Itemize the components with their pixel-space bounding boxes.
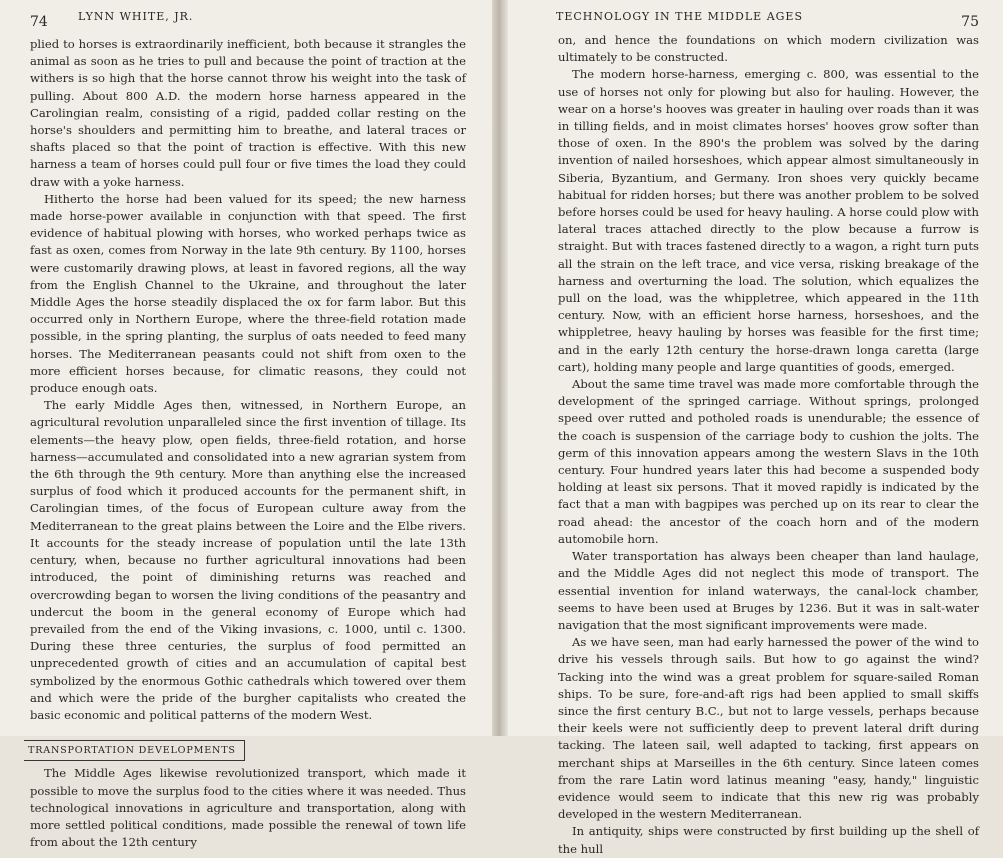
paragraph: As we have seen, man had early harnessed the power of the wind to drive his vessels through sails. But how to go against the wind? Tacking into the wind was a great problem for square-sailed Roman ships. To be sure, fore-and-aft rigs had been applied to small skiffs since the first century B.C., but not to large vessels, perhaps because their keels were not sufficiently deep to prevent lateral drift during tacking. The lateen sail, well adapted to tacking, first appears on merchant ships at Marseilles in the 6th century. Since lateen comes from the rare Latin word latinus meaning "easy, handy," linguistic evidence would seem to indicate that this new rig was probably developed in the western Mediterranean. [558,635,979,822]
running-head-left: LYNN WHITE, JR. [78,10,194,23]
paragraph: Water transportation has always been cheaper than land haulage, and the Middle Ages did not neglect this mode of transport. The essential invention for inland waterways, the canal-lock chamber, seems to have been used at Bruges by 1236. But it was in salt-water navigation that the most significant improvements were made. [558,549,979,632]
book-gutter [492,0,508,736]
right-page [508,0,1003,856]
page-number-left: 74 [30,14,48,30]
page-number-right: 75 [961,14,979,30]
left-page-body [30,36,466,851]
running-head-right: TECHNOLOGY IN THE MIDDLE AGES [556,10,803,23]
right-page-body [558,32,979,858]
paragraph: on, and hence the foundations on which modern civilization was ultimately to be constructed. [558,33,979,65]
paragraph: About the same time travel was made more comfortable through the development of the springed carriage. Without springs, prolonged speed over rutted and potholed roads is unendurable; the essence of the coach is suspension of the carriage body to cushion the jolts. The germ of this innovation appears among the western Slavs in the 10th century. Four hundred years later this had become a suspended body holding at least six persons. That it moved rapidly is indicated by the fact that a man with bagpipes was perched up on its rear to clear the road ahead: the ancestor of the coach horn and of the modern automobile horn. [558,377,979,546]
left-page [0,0,492,850]
paragraph: The modern horse-harness, emerging c. 800, was essential to the use of horses not only for plowing but also for hauling. However, the wear on a horse's hooves was greater in hauling over roads than it was in tilling fields, and in moist climates horses' hooves grow softer than those of oxen. In the 890's the problem was solved by the daring invention of nailed horseshoes, which appear almost simultaneously in Siberia, Byzantium, and Germany. Iron shoes very quickly became habitual for ridden horses; but there was another problem to be solved before horses could be used for heavy hauling. A horse could plow with lateral traces attached directly to the plow because a furrow is straight. But with traces fastened directly to a wagon, a right turn puts all the strain on the left trace, and vice versa, risking breakage of the harness and overturning the load. The solution, which equalizes the pull on the load, was the whippletree, which appeared in the 11th century. Now, with an efficient horse harness, horseshoes, and the whippletree, heavy hauling by horses was feasible for the first time; and in the early 12th century the horse-drawn longa caretta (large cart), holding many people and large quantities of goods, emerged. [558,67,980,374]
section-heading: TRANSPORTATION DEVELOPMENTS [24,740,245,761]
paragraph: In antiquity, ships were constructed by first building up the shell of the hull [558,824,979,856]
paragraph: The Middle Ages likewise revolutionized transport, which made it possible to move the surplus food to the cities where it was needed. Thus technological innovations in agriculture and transportation, along with more settled political conditions, made possible the renewal of town life from about the 12th century [30,766,466,850]
paragraph: plied to horses is extraordinarily inefficient, both because it strangles the animal as soon as he tries to pull and because the point of traction at the withers is so high that the horse cannot throw his weight into the task of pulling. About 800 A.D. the modern horse harness appeared in the Carolingian realm, consisting of a rigid, padded collar resting on the horse's shoulders and permitting him to breathe, and lateral traces or shafts placed so that the point of traction is effective. With this new harness a team of horses could pull four or five times the load they could draw with a yoke harness. [30,37,466,189]
paragraph: The early Middle Ages then, witnessed, in Northern Europe, an agricultural revolution unparalleled since the first invention of tillage. Its elements—the heavy plow, open fields, three-field rotation, and horse harness—accumulated and consolidated into a new agrarian system from the 6th through the 9th century. More than anything else the increased surplus of food which it produced accounts for the permanent shift, in Carolingian times, of the focus of European culture away from the Mediterranean to the great plains between the Loire and the Elbe rivers. It accounts for the steady increase of population until the late 13th century, when, because no further agricultural innovations had been introduced, the point of diminishing returns was reached and overcrowding began to worsen the living conditions of the peasantry and undercut the boom in the general economy of Europe which had prevailed from the end of the Viking invasions, c. 1000, until c. 1300. During these three centuries, the surplus of food permitted an unprecedented growth of cities and an accumulation of capital best symbolized by the enormous Gothic cathedrals which towered over them and which were the pride of the burgher capitalists who created the basic economic and political patterns of the modern West. [30,398,466,722]
paragraph: Hitherto the horse had been valued for its speed; the new harness made horse-power available in conjunction with that speed. The first evidence of habitual plowing with horses, who worked perhaps twice as fast as oxen, comes from Norway in the late 9th century. By 1100, horses were customarily drawing plows, at least in favored regions, all the way from the English Channel to the Ukraine, and throughout the later Middle Ages the horse steadily displaced the ox for farm labor. But this occurred only in Northern Europe, where the three-field rotation made possible, in the spring planting, the surplus of oats needed to feed many horses. The Mediterranean peasants could not shift from oxen to the more efficient horses because, for climatic reasons, they could not produce enough oats. [30,191,466,396]
